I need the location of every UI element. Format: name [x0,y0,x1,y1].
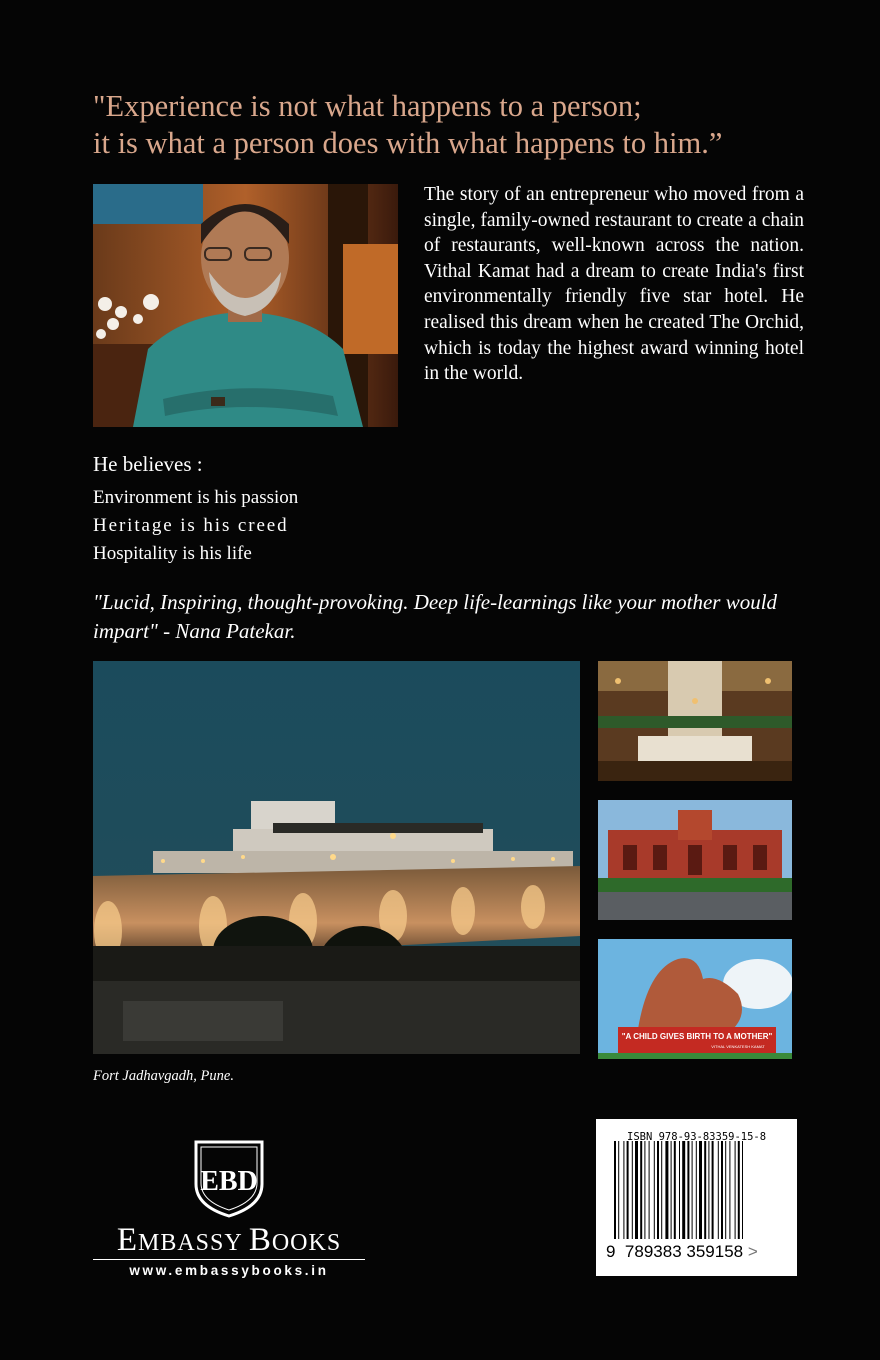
barcode-bar [696,1141,697,1239]
barcode-bar [674,1141,676,1239]
barcode-bar [742,1141,743,1239]
barcode-bar [654,1141,655,1239]
barcode-bar [614,1141,616,1239]
barcode-bar [671,1141,672,1239]
barcode-digits: 9 789383 359158 > [606,1242,758,1261]
barcode-bar [665,1141,668,1239]
barcode-bar [657,1141,659,1239]
barcode-bar [725,1141,726,1239]
publisher-website: www.embassybooks.in [129,1263,329,1278]
testimonial-quote: "Lucid, Inspiring, thought-provoking. Deep life-learnings like your mother would impart" - Nana Patekar. [93,590,778,643]
hotel-atrium-photo [598,661,792,781]
beliefs-heading: He believes : [93,452,203,476]
barcode-bar [644,1141,645,1239]
barcode-bar [712,1141,714,1239]
barcode-bar [682,1141,685,1239]
barcode-bar [618,1141,619,1239]
statue-photo [598,939,792,1059]
quote-line-2: it is what a person does with what happens to him.” [93,126,723,160]
barcode-bar [729,1141,730,1239]
author-portrait-photo [93,184,398,427]
belief-line: Heritage is his creed [93,515,289,536]
barcode-bar [692,1141,693,1239]
barcode-bar [627,1141,629,1239]
heritage-building-photo [598,800,792,920]
fort-photo-caption: Fort Jadhavgadh, Pune. [93,1068,234,1084]
barcode-bar [679,1141,680,1239]
publisher-divider [93,1259,365,1260]
barcode-bar [661,1141,662,1239]
publisher-monogram: EBD [200,1166,258,1197]
barcode-bar [704,1141,706,1239]
barcode-bar [738,1141,740,1239]
statue-sign-subtext: VITHAL VENKATESH KAMAT [711,1044,765,1049]
barcode-bar [718,1141,719,1239]
quote-line-1: "Experience is not what happens to a person; [93,89,642,123]
statue-sign-text: "A CHILD GIVES BIRTH TO A MOTHER" [621,1032,773,1041]
barcode-bar [635,1141,638,1239]
cover-quote [93,88,853,162]
belief-line: Environment is his passion [93,487,299,508]
book-description: The story of an entrepreneur who moved from a single, family-owned restaurant to create a chain of restaurants, well-known across the nation. Vithal Kamat had a dream to create India's first environmentally friendly five star hotel. He realised this dream when he created The Orchid, which is today the highest award winning hotel in the world. [424,184,804,385]
barcode-bar [699,1141,702,1239]
belief-line: Hospitality is his life [93,543,252,564]
barcode-bar [721,1141,723,1239]
barcode-bar [649,1141,650,1239]
fort-photo [93,661,580,1054]
barcode-bar [640,1141,642,1239]
barcode-bar [735,1141,736,1239]
barcode-bar [708,1141,709,1239]
isbn-label: ISBN 978-93-83359-15-8 [627,1131,767,1143]
barcode-bar [687,1141,689,1239]
barcode-bar [632,1141,633,1239]
barcode-bar [623,1141,624,1239]
publisher-name: EMBASSY BOOKS [116,1222,342,1258]
